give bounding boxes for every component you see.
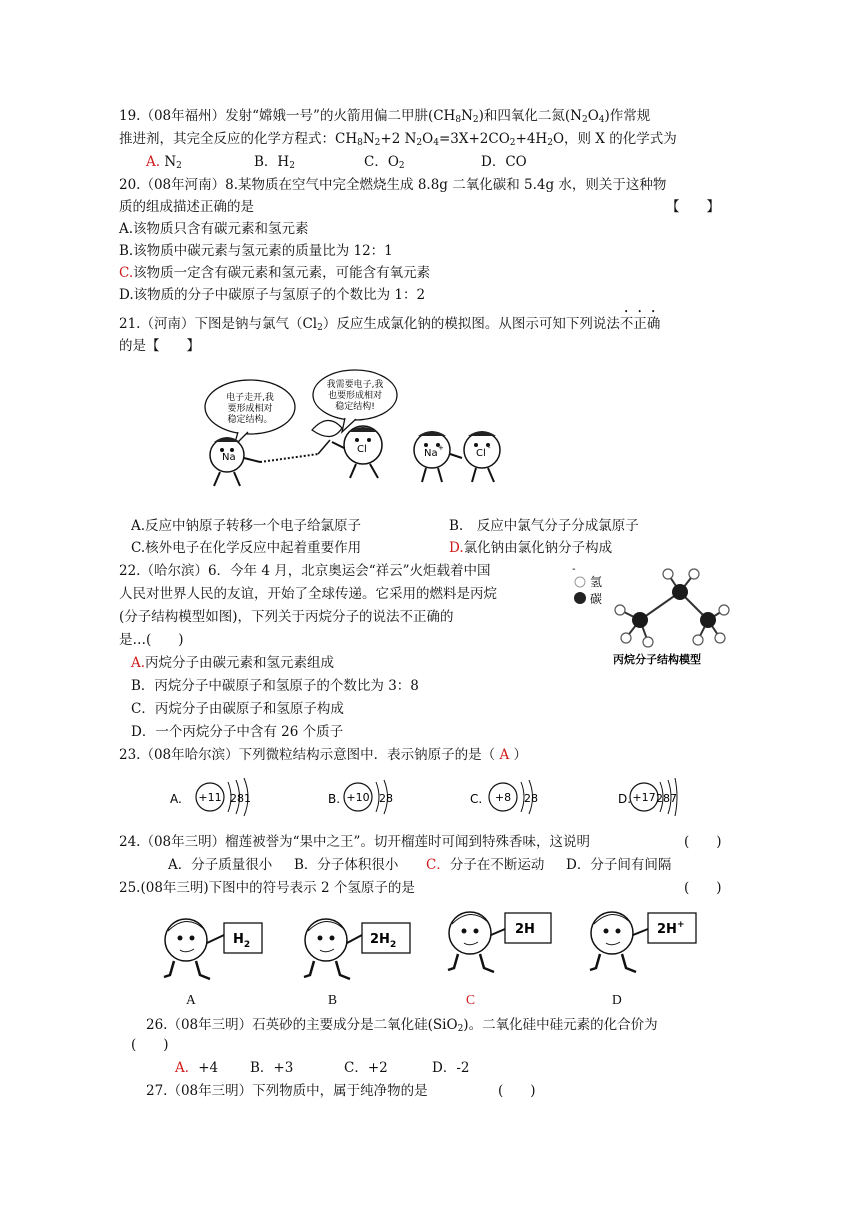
svg-text:A.: A.	[170, 792, 182, 806]
q20-option-d: D.该物质的分子中碳原子与氢原子的个数比为 1：2	[119, 287, 426, 303]
q25-answer-bracket: ( )	[684, 880, 722, 896]
svg-text:也要形成相对: 也要形成相对	[327, 391, 383, 401]
q22-option-d: D．一个丙烷分子中含有 26 个质子	[131, 724, 344, 740]
q24-option-b: B．分子体积很小	[294, 857, 399, 873]
q24-option-a: A．分子质量很小	[168, 857, 273, 873]
q21-option-b: B. 反应中氯气分子分成氯原子	[449, 518, 639, 534]
electron-transfer-path	[260, 454, 318, 462]
svg-text:要形成相对: 要形成相对	[227, 404, 273, 414]
svg-text:稳定结构!: 稳定结构!	[335, 402, 375, 412]
svg-text:+: +	[438, 444, 444, 452]
svg-text:Na: Na	[424, 448, 438, 459]
svg-text:+8: +8	[494, 791, 512, 804]
q21-option-c: C.核外电子在化学反应中起着重要作用	[131, 540, 362, 556]
svg-text:丙烷分子结构模型: 丙烷分子结构模型	[613, 653, 701, 666]
q24-option-d: D．分子间有间隔	[566, 857, 672, 873]
hydrogen-symbol-figures	[160, 905, 700, 985]
q22-option-a: A.丙烷分子由碳元素和氢元素组成	[131, 655, 335, 671]
q22-line2: 人民对世界人民的友谊，开始了全球传递。它采用的燃料是丙烷	[119, 586, 497, 602]
q22-line3: (分子结构模型如图)，下列关于丙烷分子的说法不正确的	[119, 609, 454, 625]
svg-text:28: 28	[524, 792, 538, 805]
q20-line2: 质的组成描述正确的是	[119, 199, 254, 215]
q21-option-d: D.氯化钠由氯化钠分子构成	[449, 540, 613, 556]
speech-bubble-left	[205, 380, 295, 446]
figure-option-d	[590, 912, 696, 972]
q26-line2: ( )	[131, 1037, 169, 1053]
figure-option-b	[304, 919, 410, 979]
figure-caption-a: A	[186, 992, 196, 1007]
sodium-atom-character	[210, 437, 260, 486]
q22-option-c: C．丙烷分子由碳原子和氢原子构成	[131, 701, 344, 717]
q26-option-b: B．+3	[250, 1060, 294, 1076]
svg-text:-: -	[572, 564, 576, 575]
svg-text:+11: +11	[198, 791, 222, 804]
svg-text:28: 28	[379, 792, 393, 805]
svg-text:2H: 2H	[515, 922, 535, 937]
figure-option-a	[164, 919, 262, 979]
q26-option-c: C．+2	[344, 1060, 388, 1076]
q19-line1: 19.（08年福州）发射“嫦娥一号”的火箭用偏二甲肼$(CH_8N_2)$和四氧化二氮$(N_2O_4)$作常规	[119, 108, 651, 125]
svg-text:B.: B.	[328, 792, 341, 806]
q26-line1: 26.（08年三明）石英砂的主要成分是二氧化硅(SiO$_2$)。二氧化硅中硅元素的化合价为	[146, 1017, 658, 1034]
q21-line1: 21.（河南）下图是钠与氯气$(Cl_2)$反应生成氯化钠的模拟图。从图示可知下列说法不正确	[119, 316, 661, 333]
q24-answer-bracket: ( )	[684, 834, 722, 850]
q22-line1: 22.（哈尔滨）6．今年 4 月，北京奥运会“祥云”火炬载着中国	[119, 563, 491, 579]
q19-option-d: D．CO	[481, 154, 527, 170]
q21-line2: 的是【 】	[119, 338, 200, 354]
q19-option-a: A. $N_2$	[146, 154, 182, 171]
sodium-ion-character	[414, 431, 462, 482]
structure-option-b	[328, 780, 393, 814]
carbon-atoms	[632, 584, 716, 628]
svg-text:我需要电子,我: 我需要电子,我	[326, 380, 384, 390]
svg-text:D.: D.	[618, 792, 632, 806]
figure-caption-b: B	[328, 992, 338, 1007]
sodium-chlorine-cartoon	[200, 362, 530, 502]
svg-text:Cl: Cl	[357, 444, 367, 455]
structure-option-d	[618, 778, 677, 816]
q19-option-c: C．$O_2$	[364, 154, 405, 171]
svg-text:电子走开,我: 电子走开,我	[226, 393, 274, 403]
svg-text:+10: +10	[346, 791, 370, 804]
q20-option-b: B.该物质中碳元素与氢元素的质量比为 12：1	[119, 243, 393, 259]
q22-option-b: B．丙烷分子中碳原子和氢原子的个数比为 3：8	[131, 678, 419, 694]
q20-line1: 20.（08年河南）8.某物质在空气中完全燃烧生成 8.8g 二氧化碳和 5.4g 水，则关于这种物	[119, 177, 667, 193]
structure-option-a	[170, 778, 251, 816]
svg-text:Na: Na	[222, 452, 236, 463]
svg-text:碳: 碳	[590, 592, 603, 606]
svg-text:Cl: Cl	[476, 448, 486, 459]
q26-option-d: D．-2	[432, 1060, 470, 1076]
svg-text:281: 281	[230, 792, 251, 805]
q27-line: 27.（08年三明）下列物质中，属于纯净物的是	[146, 1083, 428, 1099]
figure-option-c	[448, 912, 551, 972]
bond-lines	[620, 574, 724, 642]
q25-line: 25.(08年三明)下图中的符号表示 2 个氢原子的是	[119, 880, 415, 896]
q20-option-a: A.该物质只含有碳元素和氢元素	[119, 221, 309, 237]
chlorine-atom-character	[332, 426, 382, 478]
model-legend	[572, 564, 602, 606]
q20-answer-bracket: 【 】	[666, 199, 720, 215]
figure-caption-c: C	[466, 992, 476, 1007]
svg-text:+17: +17	[632, 791, 656, 804]
svg-text:2H+: 2H+	[657, 920, 685, 937]
q23-line: 23.（08年哈尔滨）下列微粒结构示意图中．表示钠原子的是（ A ）	[119, 747, 527, 763]
q19-line2: 推进剂，其完全反应的化学方程式：$CH_8N_2+2$ $N_2O_4=3X+2CO_2+4H_2O$，则 X 的化学式为	[119, 131, 677, 148]
atomic-structure-diagrams	[160, 772, 680, 822]
q22-line4: 是…( )	[119, 632, 184, 648]
svg-text:287: 287	[656, 792, 677, 805]
svg-text:-: -	[488, 444, 491, 452]
q21-option-a: A.反应中钠原子转移一个电子给氯原子	[131, 518, 362, 534]
q19-option-b: B．$H_2$	[254, 154, 295, 171]
svg-text:C.: C.	[470, 792, 483, 806]
svg-text:H2: $H_2$	[233, 932, 251, 950]
svg-text:氢: 氢	[590, 575, 603, 589]
q26-option-a: A．+4	[175, 1060, 219, 1076]
electron-catching-net	[312, 420, 342, 454]
propane-molecule-model	[568, 562, 730, 672]
q20-option-c: C.该物质一定含有碳元素和氢元素，可能含有氧元素	[119, 265, 431, 281]
figure-caption-d: D	[612, 992, 622, 1007]
svg-text:2H2: $2H_2$	[370, 932, 397, 950]
q24-line: 24.（08年三明）榴莲被誉为“果中之王”。切开榴莲时可闻到特殊香味，这说明	[119, 834, 590, 850]
chloride-ion-character	[464, 431, 500, 482]
q27-answer-bracket: ( )	[498, 1083, 536, 1099]
q24-option-c: C．分子在不断运动	[426, 857, 545, 873]
speech-bubble-right	[313, 370, 397, 432]
svg-text:稳定结构。: 稳定结构。	[227, 415, 273, 425]
structure-option-c	[470, 780, 538, 814]
